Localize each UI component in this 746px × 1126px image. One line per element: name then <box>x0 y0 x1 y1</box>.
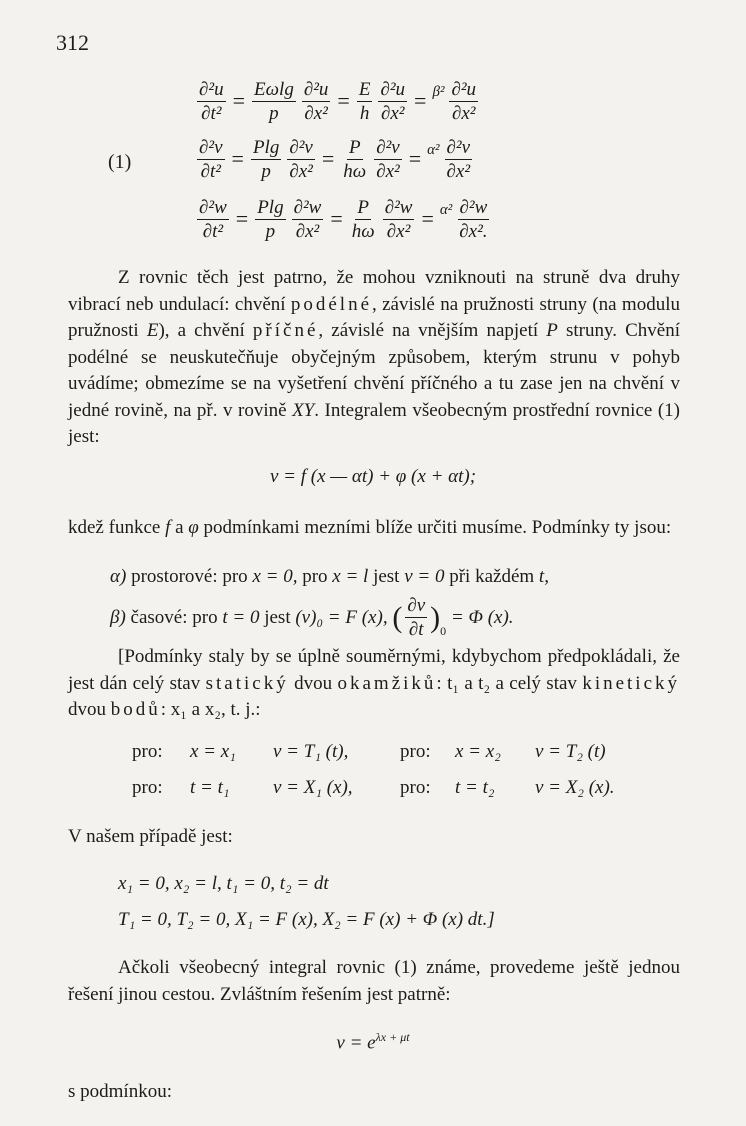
paragraph-conditions <box>68 515 680 542</box>
paragraph-alternative: Ačkoli všeobecný integral rovnic (1) známe, provedeme ještě jednou řešení jinou cestou. Zvláštním řešením jest patrně: <box>68 957 680 1005</box>
fraction-numerator: ∂²v <box>376 136 400 158</box>
fraction-denominator: ∂t² <box>201 102 222 124</box>
equation-label: (1) <box>108 151 132 173</box>
para1-italic-2: P <box>546 320 558 341</box>
fraction-denominator: ∂t² <box>200 160 221 182</box>
fraction-numerator: ∂²w <box>199 196 227 218</box>
pro-line-p2: pro: <box>400 777 431 798</box>
pro-line-a: x = x₁ <box>190 741 236 762</box>
cond-b-derivative <box>405 596 427 639</box>
equals-sign: = <box>231 146 244 171</box>
special-solution <box>0 1030 746 1054</box>
final-text: s podmínkou: <box>68 1081 172 1102</box>
fraction-denominator: ∂x². <box>459 220 488 242</box>
cond-b-text: časové: pro <box>130 606 218 628</box>
fraction-denominator: p <box>265 220 276 242</box>
cond-a-label: α) <box>110 566 127 587</box>
pro-line-a: t = t₁ <box>190 777 230 798</box>
fraction-numerator: ∂²w <box>293 196 322 218</box>
fraction <box>341 138 368 181</box>
equals-sign: = <box>421 206 434 231</box>
para1-text-2: , závislé na pružnosti struny (na modulu pružnosti <box>68 293 680 341</box>
fraction-denominator: ∂x² <box>289 160 313 182</box>
right-paren: ) <box>430 600 441 634</box>
cond-a-tail: při každém <box>449 566 535 587</box>
paragraph-symmetric <box>68 644 680 724</box>
para1-text-5: struny. Chvění podélné se neuskutečňuje obyčejným způsobem, kterým strunu v pohyb uvádíme; obmezíme se na vyšetření chvění příčného a tu zase jen na chvění v jedné rovině, na př. v rovině <box>68 320 680 421</box>
general-solution: v = f (x — αt) + φ (x + αt); <box>269 466 477 487</box>
cond-b-deriv-num: ∂v <box>407 595 426 616</box>
pro-line-c: x = x₂ <box>455 741 501 762</box>
fraction-numerator: ∂²v <box>199 136 223 158</box>
coefficient: β² <box>432 84 445 100</box>
fraction <box>287 138 315 181</box>
para2-text-2: a <box>170 517 189 538</box>
cond-b-jest: jest <box>264 606 291 628</box>
cond-a-text: prostorové: pro <box>131 566 248 587</box>
cond-b-expr-2: (v)₀ = F (x), <box>295 606 388 628</box>
fraction-numerator: ∂²w <box>384 196 413 218</box>
fraction-denominator: hω <box>343 160 367 182</box>
fraction-numerator: ∂²u <box>380 78 406 100</box>
fraction <box>378 80 407 123</box>
fraction-denominator: ∂x² <box>376 160 400 182</box>
pro-line-b: v = T₁ (t), <box>273 741 349 762</box>
fraction-numerator: ∂²w <box>459 196 488 218</box>
para3-text-2: dvou <box>288 672 338 694</box>
cond-a-var: t, <box>538 566 549 587</box>
special-solution-base: v = e <box>336 1032 376 1054</box>
para3-text-3: : t₁ a t₂ a celý stav <box>436 672 583 694</box>
fraction-denominator: ∂x² <box>451 102 476 124</box>
fraction-denominator: ∂x² <box>380 102 405 124</box>
para2-text-1: kdež funkce <box>68 517 166 538</box>
pro-line-p2: pro: <box>400 741 431 762</box>
equals-sign: = <box>337 88 350 113</box>
fraction-denominator: hω <box>351 220 375 242</box>
fraction <box>197 138 225 181</box>
para1-text-6: . Integralem všeobecným prostřední rovnice (1) jest: <box>68 399 680 447</box>
fraction <box>350 198 377 241</box>
para1-text-4: , závislé na vnějším napjetí <box>318 320 547 341</box>
para2-italic-2: φ <box>188 517 199 538</box>
para3-text-4: dvou <box>68 699 111 720</box>
cond-a-expr-3: v = 0 <box>404 566 445 587</box>
para3-spaced-4: bodů <box>110 699 161 720</box>
pro-line-d: v = T₂ (t) <box>535 741 606 762</box>
fraction-denominator: p <box>261 160 271 182</box>
page-number: 312 <box>56 30 89 55</box>
cond-a-mid: pro <box>302 566 328 587</box>
fraction <box>302 80 331 123</box>
case-text: V našem případě jest: <box>68 826 233 847</box>
fraction <box>255 198 285 241</box>
para3-spaced-3: kinetický <box>582 672 681 694</box>
fraction <box>292 198 324 241</box>
equals-sign: = <box>408 146 422 171</box>
cond-b-expr-3: = Φ (x). <box>450 606 514 628</box>
cond-b-sub: 0 <box>440 624 447 638</box>
fraction-numerator: ∂²u <box>451 78 477 100</box>
fraction-numerator: ∂²v <box>289 136 313 158</box>
pro-line-p1: pro: <box>132 777 163 798</box>
fraction-denominator: ∂x² <box>446 160 471 182</box>
coefficient: α² <box>439 202 453 218</box>
fraction <box>252 80 296 123</box>
para1-text-3: ), a chvění <box>158 320 253 341</box>
fraction-denominator: h <box>359 102 370 124</box>
para1-italic-3: XY <box>292 399 315 421</box>
fraction-numerator: E <box>358 78 371 100</box>
fraction-numerator: P <box>348 136 361 158</box>
cond-b-expr-1: t = 0 <box>222 606 260 628</box>
cond-a-jest: jest <box>373 566 400 587</box>
para1-spaced-2: příčné <box>252 320 319 341</box>
para3-spaced-2: okamžiků <box>337 672 437 694</box>
pro-line-b: v = X₁ (x), <box>273 777 353 798</box>
para3-spaced-1: statický <box>205 672 289 694</box>
para1-spaced-1: podélné <box>290 293 373 315</box>
fraction <box>449 80 478 123</box>
paragraph-vibrations <box>68 265 680 451</box>
fraction-denominator: ∂x² <box>304 102 328 124</box>
fraction-numerator: ∂²u <box>303 78 329 100</box>
pro-line-p1: pro: <box>132 741 163 762</box>
cond-a-expr-2: x = l <box>332 566 369 587</box>
para1-italic-1: E <box>146 320 159 341</box>
fraction <box>457 198 489 241</box>
equals-sign: = <box>235 206 249 231</box>
para2-italic-1: f <box>165 517 171 538</box>
fraction <box>357 80 373 123</box>
condition-alpha <box>110 566 549 588</box>
fraction-denominator: ∂x² <box>295 220 320 242</box>
pro-line-c: t = t₂ <box>455 777 495 798</box>
fraction <box>251 138 281 181</box>
fraction-denominator: ∂x² <box>386 220 411 242</box>
special-solution-exponent: λx + μt <box>375 1030 410 1044</box>
left-paren: ( <box>392 600 403 634</box>
fraction <box>197 198 229 241</box>
cond-b-label: β) <box>110 606 126 628</box>
case-line-1: x₁ = 0, x₂ = l, t₁ = 0, t₂ = dt <box>118 873 329 894</box>
equals-sign: = <box>321 146 335 171</box>
fraction-numerator: Eωlg <box>254 78 294 100</box>
fraction-numerator: ∂²v <box>446 136 471 158</box>
fraction-numerator: Plg <box>252 136 280 158</box>
fraction <box>374 138 402 181</box>
cond-a-expr-1: x = 0, <box>252 566 298 587</box>
equation-row <box>194 194 493 244</box>
fraction-numerator: ∂²u <box>199 78 224 100</box>
fraction-numerator: Plg <box>257 196 284 218</box>
fraction-denominator: p <box>269 102 279 124</box>
equation-row <box>194 76 481 126</box>
coefficient: α² <box>427 142 440 158</box>
para1-text-1: Z rovnic těch jest patrno, že mohou vzniknouti na struně dva druhy vibrací neb undulací: chvění <box>68 267 680 315</box>
cond-b-deriv-den: ∂t <box>408 619 424 640</box>
para2-text-3: podmínkami mezními blíže určiti musíme. Podmínky ty jsou: <box>198 517 672 538</box>
equals-sign: = <box>232 88 246 113</box>
fraction <box>197 80 226 123</box>
equals-sign: = <box>414 88 427 113</box>
fraction-denominator: ∂t² <box>202 220 224 242</box>
condition-beta <box>110 596 514 639</box>
fraction <box>445 138 473 181</box>
para3-text-1: [Podmínky staly by se úplně souměrnými, kdybychom předpokládali, že jest dán celý stav <box>68 646 680 694</box>
fraction-numerator: P <box>357 196 370 218</box>
para3-text-5: : x₁ a x₂, t. j.: <box>160 699 261 720</box>
pro-line-d: v = X₂ (x). <box>535 777 615 798</box>
fraction <box>383 198 415 241</box>
case-line-2: T₁ = 0, T₂ = 0, X₁ = F (x), X₂ = F (x) + Φ (x) dt.] <box>118 909 495 930</box>
equals-sign: = <box>330 206 343 231</box>
equation-row <box>194 134 475 184</box>
